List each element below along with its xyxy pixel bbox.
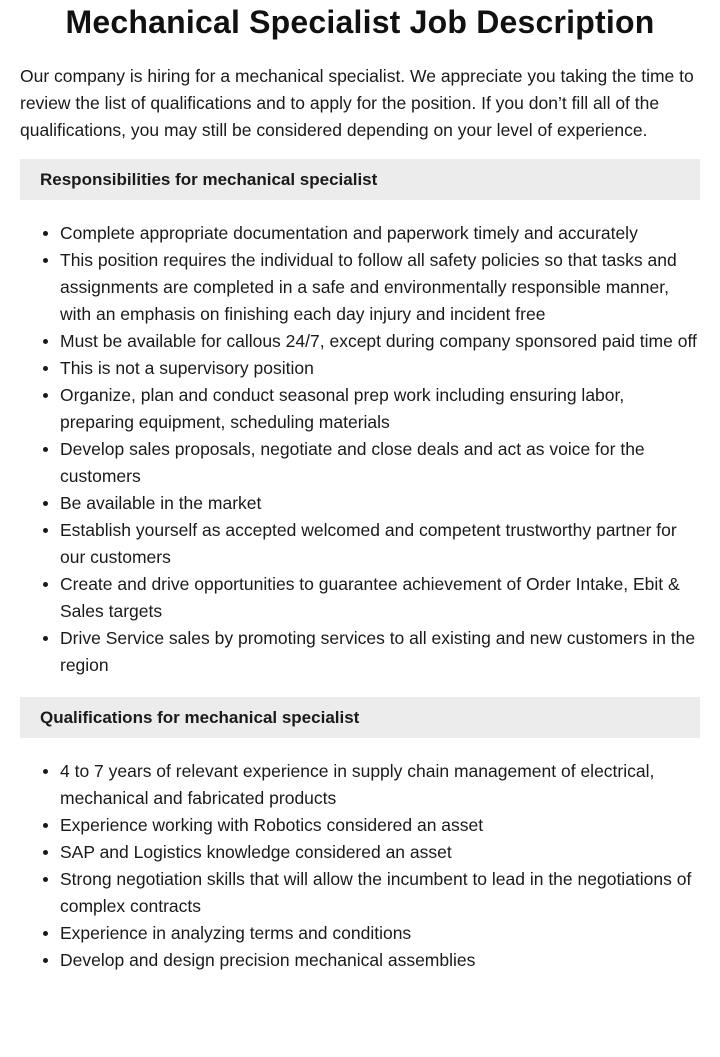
list-item: Create and drive opportunities to guarantee achievement of Order Intake, Ebit & Sales targets	[60, 571, 700, 625]
list-item: Be available in the market	[60, 490, 700, 517]
page-title: Mechanical Specialist Job Description	[65, 4, 655, 40]
list-item: Develop and design precision mechanical assemblies	[60, 947, 700, 974]
list-item: Establish yourself as accepted welcomed and competent trustworthy partner for our customers	[60, 517, 700, 571]
list-item: This is not a supervisory position	[60, 355, 700, 382]
list-item: SAP and Logistics knowledge considered an asset	[60, 839, 700, 866]
responsibilities-heading: Responsibilities for mechanical specialist	[20, 159, 700, 200]
list-item: Complete appropriate documentation and paperwork timely and accurately	[60, 220, 700, 247]
list-item: Organize, plan and conduct seasonal prep work including ensuring labor, preparing equipment, scheduling materials	[60, 382, 700, 436]
list-item: 4 to 7 years of relevant experience in supply chain management of electrical, mechanical and fabricated products	[60, 758, 700, 812]
intro-paragraph: Our company is hiring for a mechanical specialist. We appreciate you taking the time to review the list of qualifications and to apply for the position. If you don’t fill all of the qualifications, you may still be considered depending on your level of experience.	[20, 66, 694, 140]
list-item: This position requires the individual to follow all safety policies so that tasks and assignments are completed in a safe and environmentally responsible manner, with an emphasis on finishing each day injury and incident free	[60, 247, 700, 328]
responsibilities-list	[20, 220, 700, 679]
list-item: Drive Service sales by promoting services to all existing and new customers in the region	[60, 625, 700, 679]
list-item: Experience in analyzing terms and conditions	[60, 920, 700, 947]
list-item: Strong negotiation skills that will allow the incumbent to lead in the negotiations of complex contracts	[60, 866, 700, 920]
list-item: Must be available for callous 24/7, except during company sponsored paid time off	[60, 328, 700, 355]
list-item: Develop sales proposals, negotiate and close deals and act as voice for the customers	[60, 436, 700, 490]
qualifications-heading: Qualifications for mechanical specialist	[20, 697, 700, 738]
qualifications-list	[20, 758, 700, 974]
list-item: Experience working with Robotics considered an asset	[60, 812, 700, 839]
